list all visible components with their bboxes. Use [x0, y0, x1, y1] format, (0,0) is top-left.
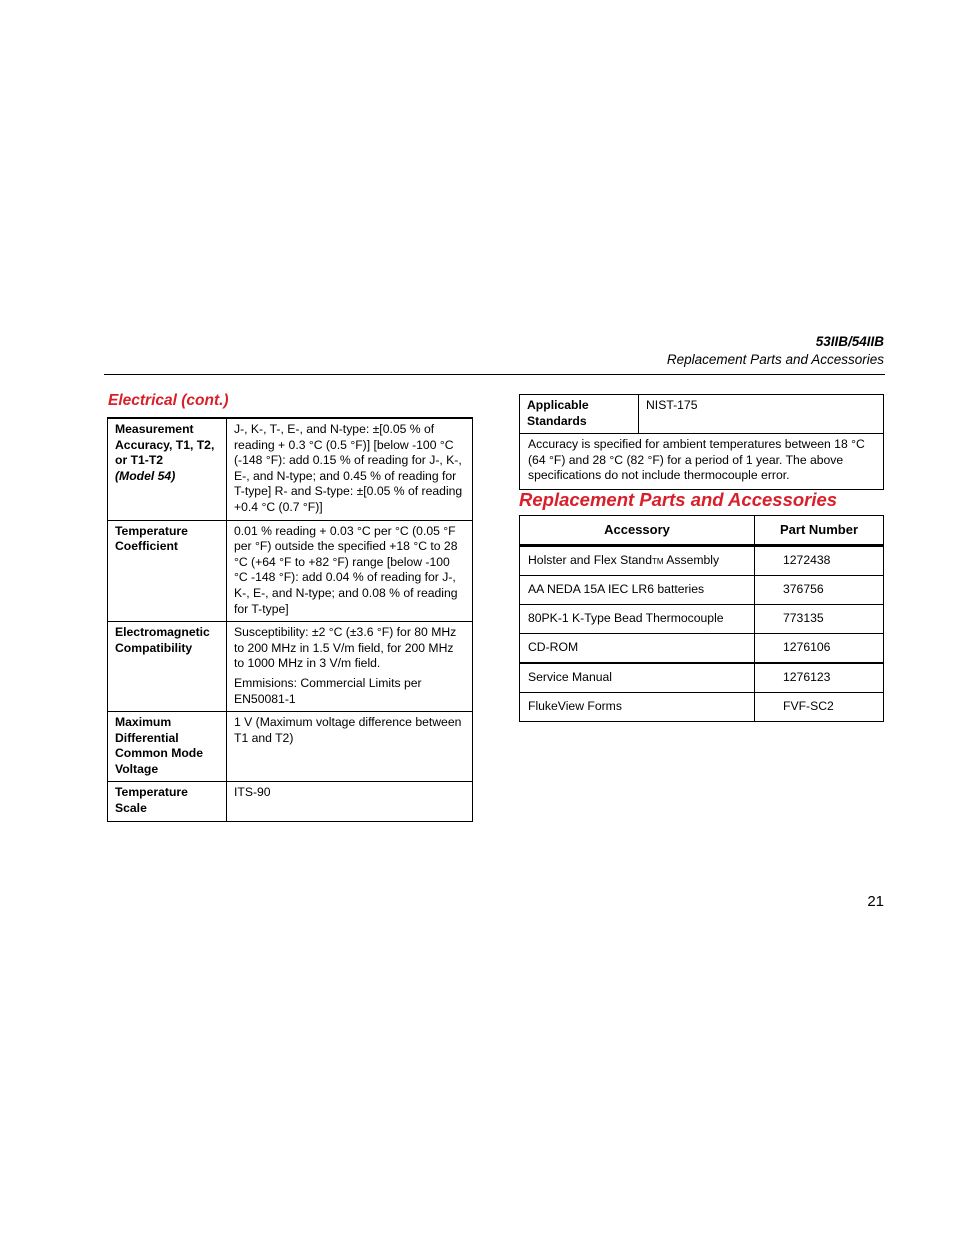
page-header — [667, 333, 884, 369]
parts-table — [519, 515, 884, 722]
trademark-mark: TM — [651, 556, 664, 566]
accessory-cell: CD-ROM — [520, 634, 755, 664]
table-row — [520, 634, 884, 664]
spec-value: ITS-90 — [227, 782, 473, 821]
table-row — [108, 418, 473, 520]
section-subtitle: Replacement Parts and Accessories — [666, 352, 884, 367]
table-row — [108, 520, 473, 622]
part-number-cell: 376756 — [755, 576, 884, 605]
accessory-cell: Service Manual — [520, 663, 755, 693]
accessory-cell: FlukeView Forms — [520, 693, 755, 722]
spec-label: Temperature Coefficient — [108, 520, 227, 622]
standards-label: Applicable Standards — [520, 395, 639, 434]
standards-value: NIST-175 — [639, 395, 884, 434]
part-number-cell: 1272438 — [755, 546, 884, 576]
table-row — [520, 546, 884, 576]
table-row — [520, 576, 884, 605]
part-number-cell: 1276106 — [755, 634, 884, 664]
spec-label: Measurement Accuracy, T1, T2, or T1-T2 (Model 54) — [108, 418, 227, 520]
spec-label: Temperature Scale — [108, 782, 227, 821]
model-note: (Model 54) — [115, 468, 176, 483]
column-header-part-number: Part Number — [755, 516, 884, 546]
electrical-heading: Electrical (cont.) — [108, 392, 229, 409]
table-row — [520, 605, 884, 634]
spec-label: Electromagnetic Compatibility — [108, 622, 227, 712]
accessory-cell: 80PK-1 K-Type Bead Thermocouple — [520, 605, 755, 634]
spec-label: Maximum Differential Common Mode Voltage — [108, 712, 227, 782]
table-row — [108, 622, 473, 712]
table-row — [520, 693, 884, 722]
accuracy-note: Accuracy is specified for ambient temperatures between 18 °C (64 °F) and 28 °C (82 °F) for a period of 1 year. The above specifications do not include thermocouple error. — [520, 434, 884, 490]
table-row — [520, 663, 884, 693]
table-row — [108, 782, 473, 821]
table-row — [520, 395, 884, 434]
page-number: 21 — [867, 893, 884, 910]
part-number-cell: 1276123 — [755, 663, 884, 693]
spec-value — [227, 622, 473, 712]
accessory-cell: Holster and Flex StandTM Assembly — [520, 546, 755, 576]
part-number-cell: FVF-SC2 — [755, 693, 884, 722]
accessory-cell: AA NEDA 15A IEC LR6 batteries — [520, 576, 755, 605]
header-rule — [104, 374, 885, 375]
table-row — [108, 712, 473, 782]
model-title: 53IIB/54IIB — [815, 334, 884, 349]
electrical-spec-table — [107, 417, 473, 822]
spec-value: 1 V (Maximum voltage difference between T1 and T2) — [227, 712, 473, 782]
column-header-accessory: Accessory — [520, 516, 755, 546]
spec-value: 0.01 % reading + 0.03 °C per °C (0.05 °F per °F) outside the specified +18 °C to 28 °C (+64 °F to +82 °F) range [below -100 °C -148 °F): add 0.04 % of reading for J-, K-, E-, and N-type; and 0.08 % of reading for T-type] — [227, 520, 473, 622]
table-row — [520, 434, 884, 490]
parts-heading: Replacement Parts and Accessories — [519, 489, 838, 510]
spec-value-line: Emmisions: Commercial Limits per EN50081-1 — [234, 675, 422, 706]
part-number-cell: 773135 — [755, 605, 884, 634]
spec-value-line: Susceptibility: ±2 °C (±3.6 °F) for 80 MHz to 200 MHz in 1.5 V/m field, for 200 MHz to 1000 MHz in 3 V/m field. — [234, 625, 457, 671]
spec-value: J-, K-, T-, E-, and N-type: ±[0.05 % of reading + 0.3 °C (0.5 °F)] [below -100 °C (-148 °F): add 0.15 % of reading for J-, K-, E-, and N-type; and 0.45 % of reading for T-type] R- and S-type: ±[0.05 % of reading +0.4 °C (0.7 °F)] — [227, 418, 473, 520]
table-header-row — [520, 516, 884, 546]
standards-table — [519, 394, 884, 490]
